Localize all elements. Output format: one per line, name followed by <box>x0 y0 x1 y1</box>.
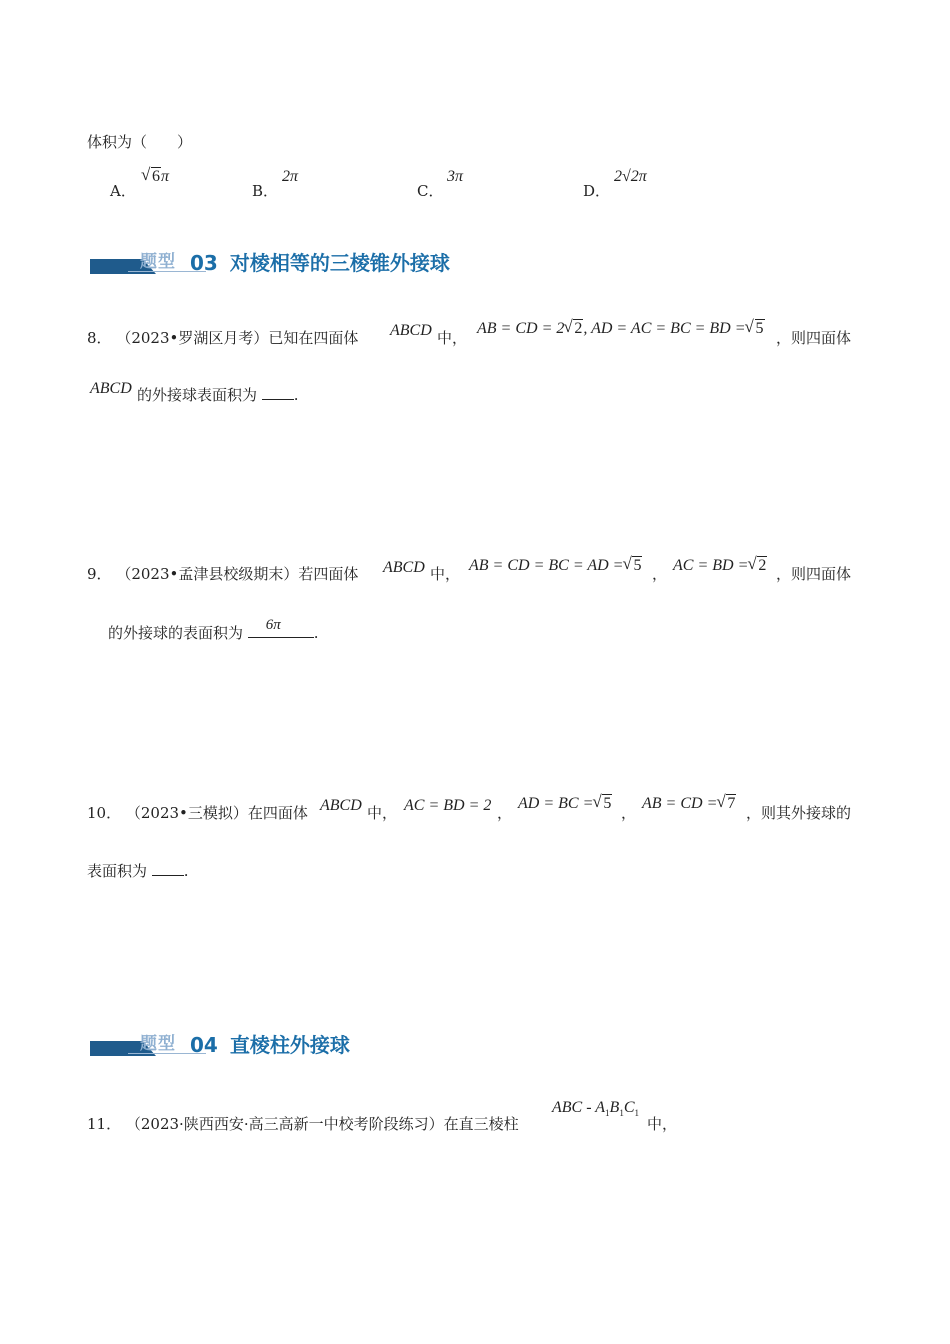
section-03-tag: 题型 <box>140 252 176 272</box>
q9-source: （2023•孟津县校级期末）若四面体 <box>116 565 359 583</box>
q8-source: （2023•罗湖区月考）已知在四面体 <box>116 329 359 347</box>
q11-tail: 中， <box>647 1115 678 1133</box>
q9-line2: 的外接球的表面积为 6π . <box>108 617 319 642</box>
q10-mid: 中， <box>367 804 398 822</box>
section-03-title: 对棱相等的三棱锥外接球 <box>229 251 450 275</box>
q9-number: 9． <box>87 565 112 583</box>
q8-tail: ，则四面体 <box>776 329 852 347</box>
q7-option-a-label: A． <box>110 182 136 200</box>
q7-option-c-value: 3π <box>447 168 464 185</box>
section-03-number: 03 <box>190 251 218 275</box>
q8-mid: 中， <box>437 329 468 347</box>
q7-option-b-label: B． <box>252 182 279 200</box>
section-04-header <box>90 1034 350 1056</box>
q10-condition-a: AC = BD = 2 <box>404 797 492 814</box>
q11-prism: ABC - $A_1B_1C_1$ <box>552 1099 639 1119</box>
q10-condition-c: AB = CD =√ 7 <box>642 795 736 813</box>
q7-option-d-value: 2√2π <box>614 168 647 185</box>
q11-question <box>87 1113 519 1134</box>
q11-number: 11． <box>87 1115 122 1133</box>
q8-answer-blank[interactable] <box>262 387 294 400</box>
q8-line2-tetra: ABCD <box>90 380 132 397</box>
q9-condition-a: AB = CD = BC = AD =√ 5 <box>469 557 642 575</box>
q10-question <box>87 802 308 823</box>
q9-tetra: ABCD <box>383 559 425 576</box>
q10-number: 10． <box>87 804 122 822</box>
q10-sep2: ， <box>621 804 637 822</box>
q10-condition-b: AD = BC =√ 5 <box>518 795 612 813</box>
q10-sep1: ， <box>497 804 513 822</box>
q9-answer-blank[interactable] <box>248 617 314 638</box>
q9-question <box>87 563 358 584</box>
q8-question <box>87 327 358 348</box>
q9-mid: 中， <box>430 565 461 583</box>
q10-tetra: ABCD <box>320 797 362 814</box>
q9-tail: ，则四面体 <box>776 565 852 583</box>
q10-line2: 表面积为 . <box>87 862 189 880</box>
q8-condition: AB = CD = 2√ 2, AD = AC = BC = BD =√ 5 <box>477 320 765 338</box>
section-04-title: 直棱柱外接球 <box>229 1033 350 1057</box>
q7-option-d-label: D． <box>583 182 611 200</box>
section-04-tag: 题型 <box>140 1034 176 1054</box>
q7-option-a-value: √ 6π <box>142 168 169 186</box>
q7-stem-tail: 体积为（ ） <box>87 133 193 151</box>
q7-option-b-value: 2π <box>282 168 299 185</box>
q9-sep: ， <box>652 565 668 583</box>
q10-tail: ，则其外接球的 <box>746 804 852 822</box>
q11-source: （2023·陕西西安·高三高新一中校考阶段练习）在直三棱柱 <box>125 1115 519 1133</box>
section-03-header <box>90 252 450 274</box>
section-04-number: 04 <box>190 1033 218 1057</box>
q8-line2: 的外接球表面积为 . <box>137 386 299 404</box>
q9-answer: 6π <box>265 617 281 633</box>
q10-source: （2023•三模拟）在四面体 <box>125 804 308 822</box>
q8-tetra: ABCD <box>390 322 432 339</box>
q9-condition-b: AC = BD =√ 2 <box>673 557 767 575</box>
q7-option-c-label: C． <box>417 182 444 200</box>
q8-number: 8． <box>87 329 112 347</box>
q10-answer-blank[interactable] <box>152 863 184 876</box>
